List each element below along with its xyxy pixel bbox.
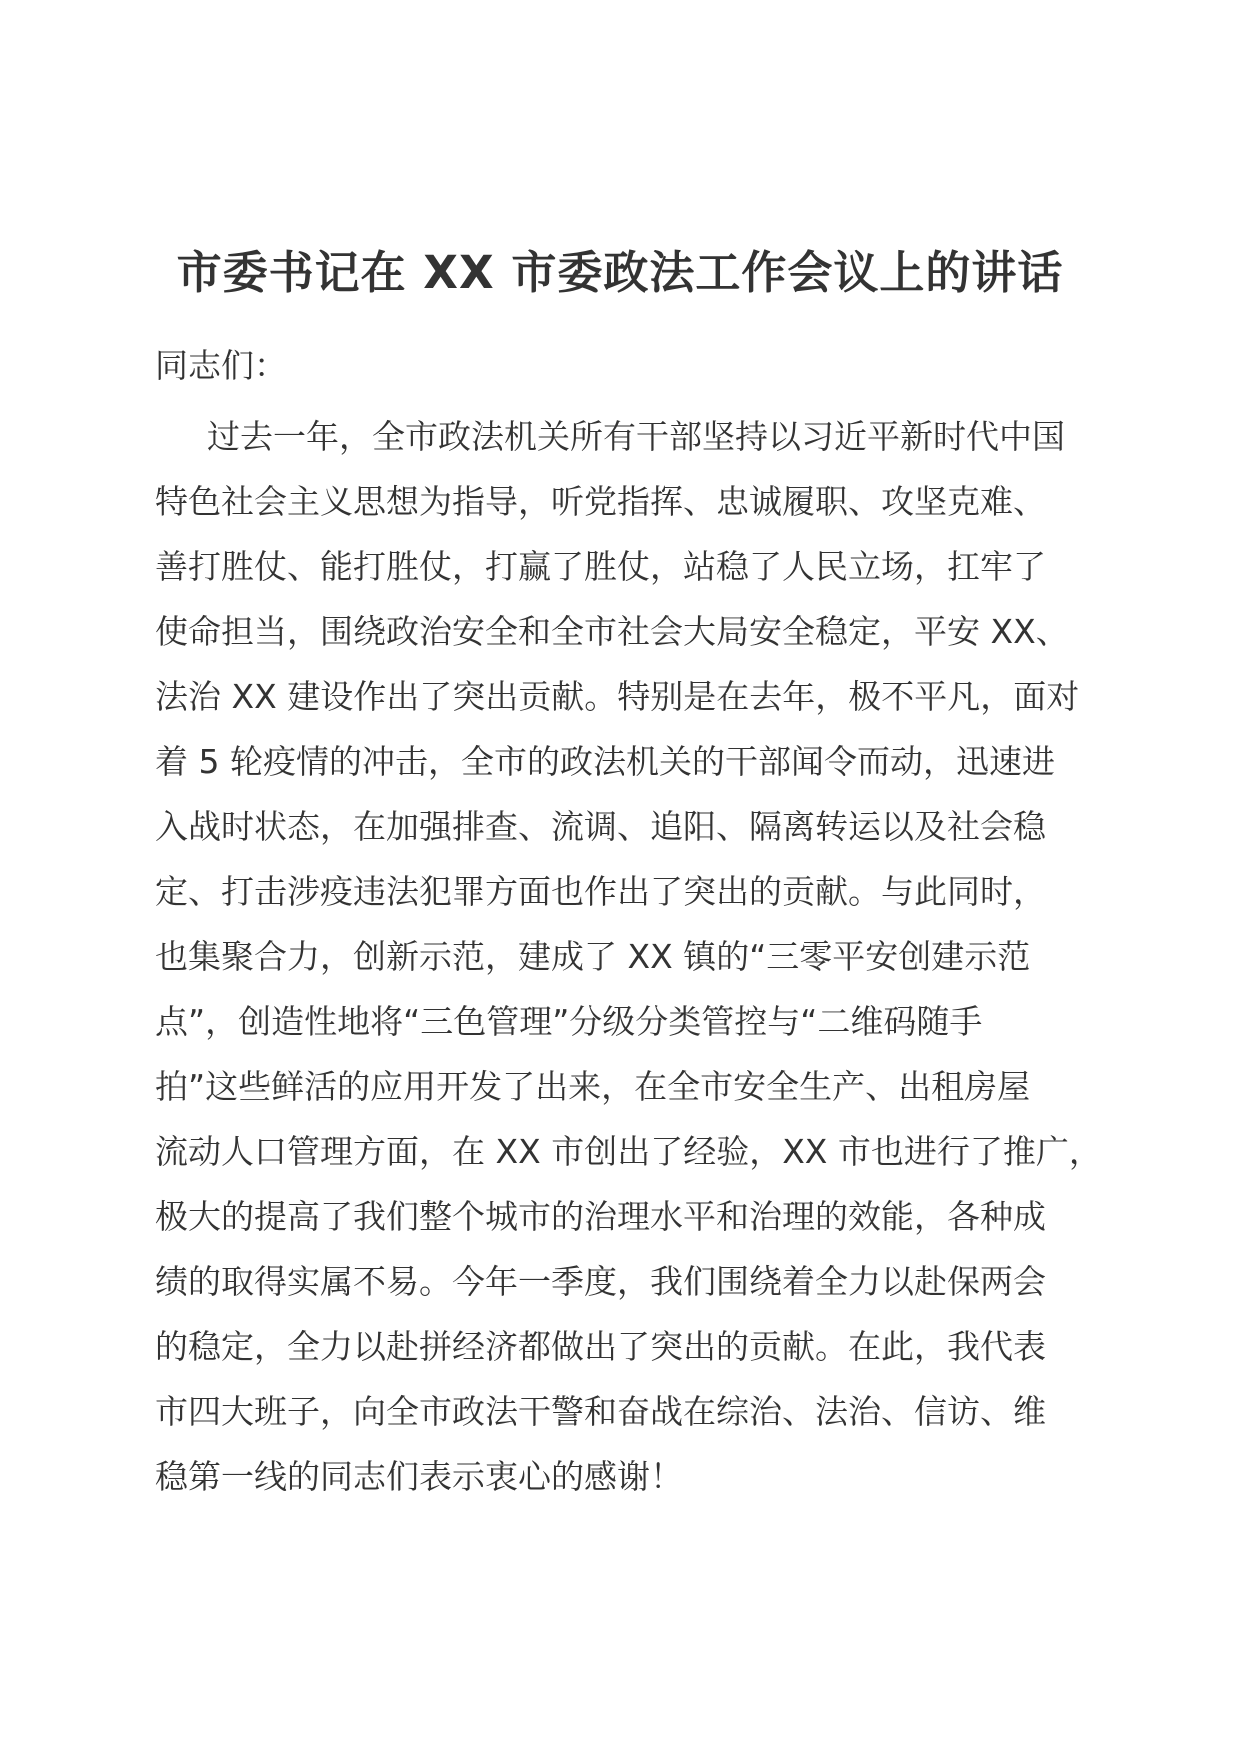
paragraph-line: 流动人口管理方面，在 XX 市创出了经验，XX 市也进行了推广， [155,1132,1102,1171]
document-title: 市委书记在 XX 市委政法工作会议上的讲话 [176,246,1064,299]
body-paragraph [155,404,1102,1509]
paragraph-line: 使命担当，围绕政治安全和全市社会大局安全稳定，平安 XX、 [155,612,1069,651]
paragraph-line: 法治 XX 建设作出了突出贡献。特别是在去年，极不平凡，面对 [155,677,1080,716]
paragraph-line: 入战时状态，在加强排查、流调、追阳、隔离转运以及社会稳 [155,807,1046,846]
paragraph-line: 拍”这些鲜活的应用开发了出来，在全市安全生产、出租房屋 [155,1067,1031,1106]
paragraph-line: 定、打击涉疫违法犯罪方面也作出了突出的贡献。与此同时， [155,872,1046,911]
paragraph-line: 着 5 轮疫情的冲击，全市的政法机关的干部闻令而动，迅速进 [155,742,1055,781]
paragraph-line: 特色社会主义思想为指导，听党指挥、忠诚履职、攻坚克难、 [155,482,1046,521]
salutation: 同志们： [155,346,287,385]
paragraph-line: 过去一年，全市政法机关所有干部坚持以习近平新时代中国 [207,417,1065,456]
paragraph-line: 稳第一线的同志们表示衷心的感谢！ [155,1457,683,1496]
paragraph-line: 也集聚合力，创新示范，建成了 XX 镇的“三零平安创建示范 [155,937,1031,976]
paragraph-line: 的稳定，全力以赴拼经济都做出了突出的贡献。在此，我代表 [155,1327,1046,1366]
paragraph-line: 善打胜仗、能打胜仗，打赢了胜仗，站稳了人民立场，扛牢了 [155,547,1046,586]
paragraph-line: 极大的提高了我们整个城市的治理水平和治理的效能，各种成 [155,1197,1046,1236]
paragraph-line: 市四大班子，向全市政法干警和奋战在综治、法治、信访、维 [155,1392,1046,1431]
paragraph-line: 点”，创造性地将“三色管理”分级分类管控与“二维码随手 [155,1002,983,1041]
paragraph-line: 绩的取得实属不易。今年一季度，我们围绕着全力以赴保两会 [155,1262,1046,1301]
